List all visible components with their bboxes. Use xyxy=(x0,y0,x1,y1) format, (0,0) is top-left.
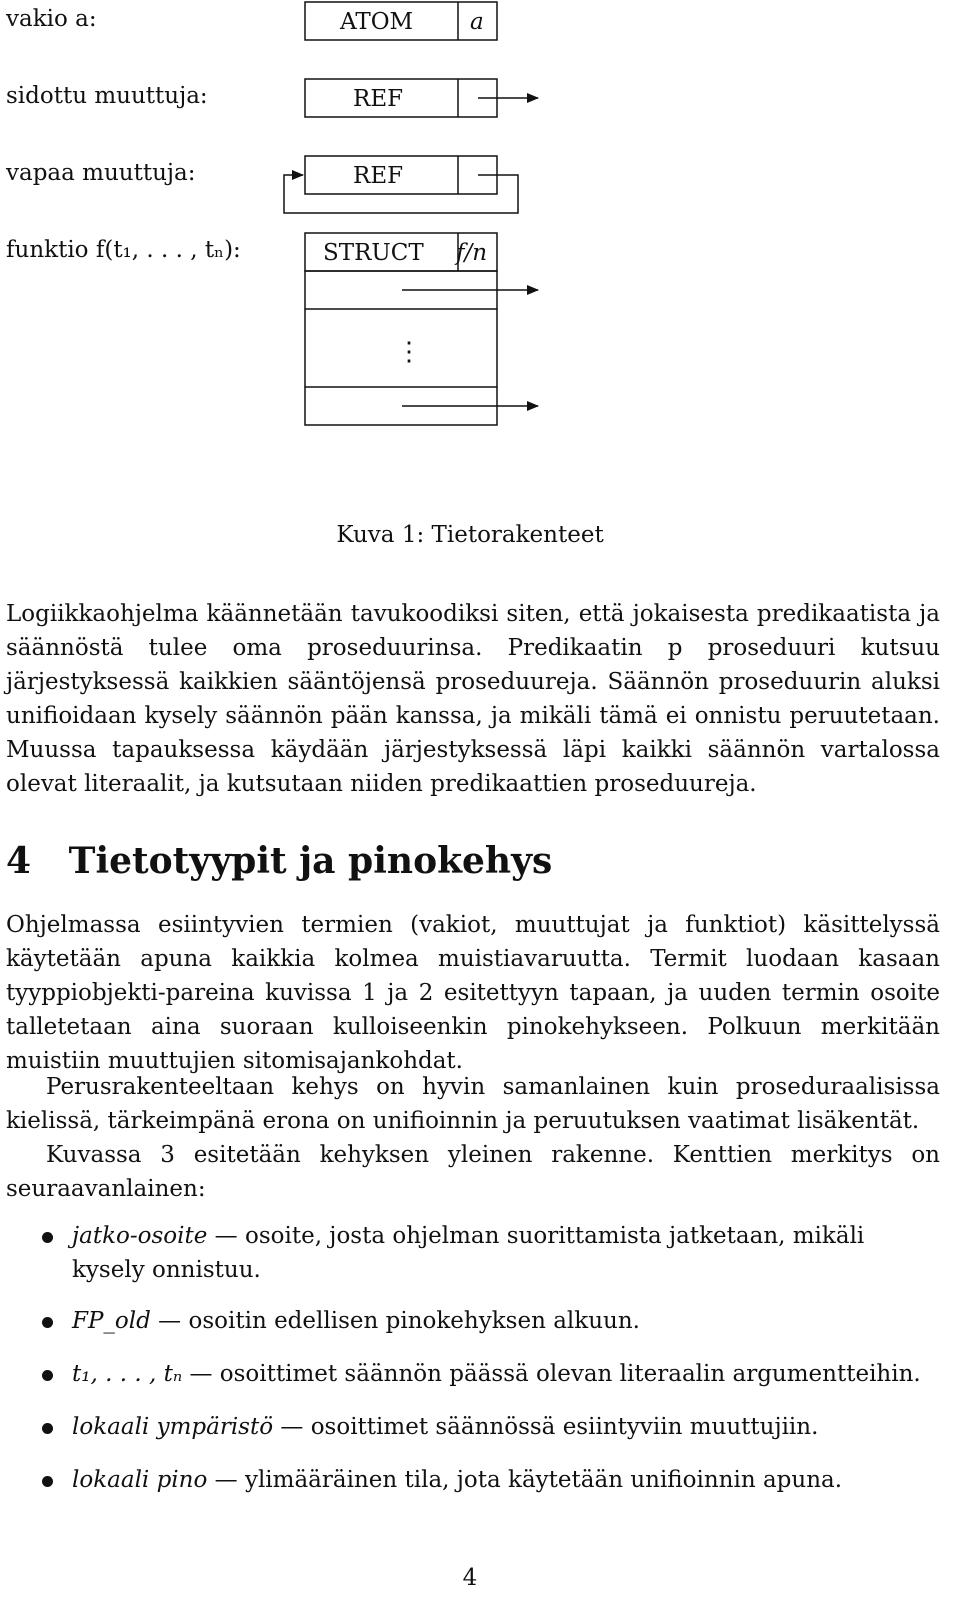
page-number: 4 xyxy=(462,1565,478,1591)
data-structure-diagram xyxy=(0,0,960,440)
bullet-dot xyxy=(42,1423,53,1434)
bullet-term: FP_old xyxy=(72,1308,151,1334)
bullet-description: — osoittimet säännön päässä olevan literaalin argumentteihin. xyxy=(182,1361,921,1387)
bullet-description: — osoittimet säännössä esiintyviin muuttujiin. xyxy=(273,1414,819,1440)
ref-bound-text: REF xyxy=(353,86,404,112)
paragraph-datatypes: Ohjelmassa esiintyvien termien (vakiot, muuttujat ja funktiot) käsittelyssä käytetään apuna kaikkia kolmea muistiavaruutta. Termit luodaan kasaan tyyppiobjekti-pareina kuvissa 1 ja 2 esitettyyn tapaan, ja uuden termin osoite talletetaan aina suoraan kulloiseenkin pinokehykseen. Polkuun merkitään muistiin muuttujien sitomisajankohdat. xyxy=(6,912,940,1074)
vertical-dots: ⋮ xyxy=(396,337,422,367)
bullet-dot xyxy=(42,1370,53,1381)
section-title: Tietotyypit ja pinokehys xyxy=(68,840,553,882)
label-free-variable: vapaa muuttuja: xyxy=(6,160,196,186)
list-item xyxy=(72,1304,940,1338)
ref-free-text: REF xyxy=(353,163,404,189)
list-item xyxy=(72,1410,940,1444)
label-bound-variable: sidottu muuttuja: xyxy=(6,83,208,109)
struct-text: STRUCT xyxy=(323,240,424,266)
bullet-description: — ylimääräinen tila, jota käytetään unifioinnin apuna. xyxy=(207,1467,843,1493)
list-item xyxy=(72,1219,940,1287)
struct-functor: f/n xyxy=(456,240,488,266)
list-item xyxy=(72,1357,940,1391)
bullet-dot xyxy=(42,1232,53,1243)
paragraph-fields-intro: Kuvassa 3 esitetään kehyksen yleinen rakenne. Kenttien merkitys on seuraavanlainen: xyxy=(6,1142,940,1202)
atom-text: ATOM xyxy=(340,9,414,35)
paragraph-frame: Perusrakenteeltaan kehys on hyvin samanlainen kuin proseduraalisissa kielissä, tärkeimpänä erona on unifioinnin ja peruutuksen vaatimat lisäkentät. xyxy=(6,1074,940,1134)
label-constant: vakio a: xyxy=(6,6,97,32)
bullet-term: t₁, . . . , tₙ xyxy=(72,1361,183,1387)
bullet-dot xyxy=(42,1317,53,1328)
bullet-dot xyxy=(42,1476,53,1487)
bullet-description: — osoite, josta ohjelman suorittamista jatketaan, mikäli kysely onnistuu. xyxy=(72,1223,865,1283)
bullet-term: lokaali ympäristö xyxy=(72,1414,274,1440)
bullet-term: jatko-osoite xyxy=(72,1223,208,1249)
section-heading xyxy=(6,840,552,882)
section-number: 4 xyxy=(6,840,32,882)
paragraph-compilation: Logiikkaohjelma käännetään tavukoodiksi siten, että jokaisesta predikaatista ja säännöstä tulee oma proseduurinsa. Predikaatin p proseduuri kutsuu järjestyksessä kaikkien sääntöjensä proseduureja. Säännön proseduurin aluksi unifioidaan kysely säännön pään kanssa, ja mikäli tämä ei onnistu peruutetaan. Muussa tapauksessa käydään järjestyksessä läpi kaikki säännön vartalossa olevat literaalit, ja kutsutaan niiden predikaattien proseduureja. xyxy=(6,601,940,797)
atom-value: a xyxy=(470,9,484,35)
bullet-term: lokaali pino xyxy=(72,1467,208,1493)
bullet-description: — osoitin edellisen pinokehyksen alkuun. xyxy=(150,1308,640,1334)
list-item xyxy=(72,1463,940,1497)
label-function: funktio f(t₁, . . . , tₙ): xyxy=(6,237,241,263)
figure-caption: Kuva 1: Tietorakenteet xyxy=(336,522,604,548)
